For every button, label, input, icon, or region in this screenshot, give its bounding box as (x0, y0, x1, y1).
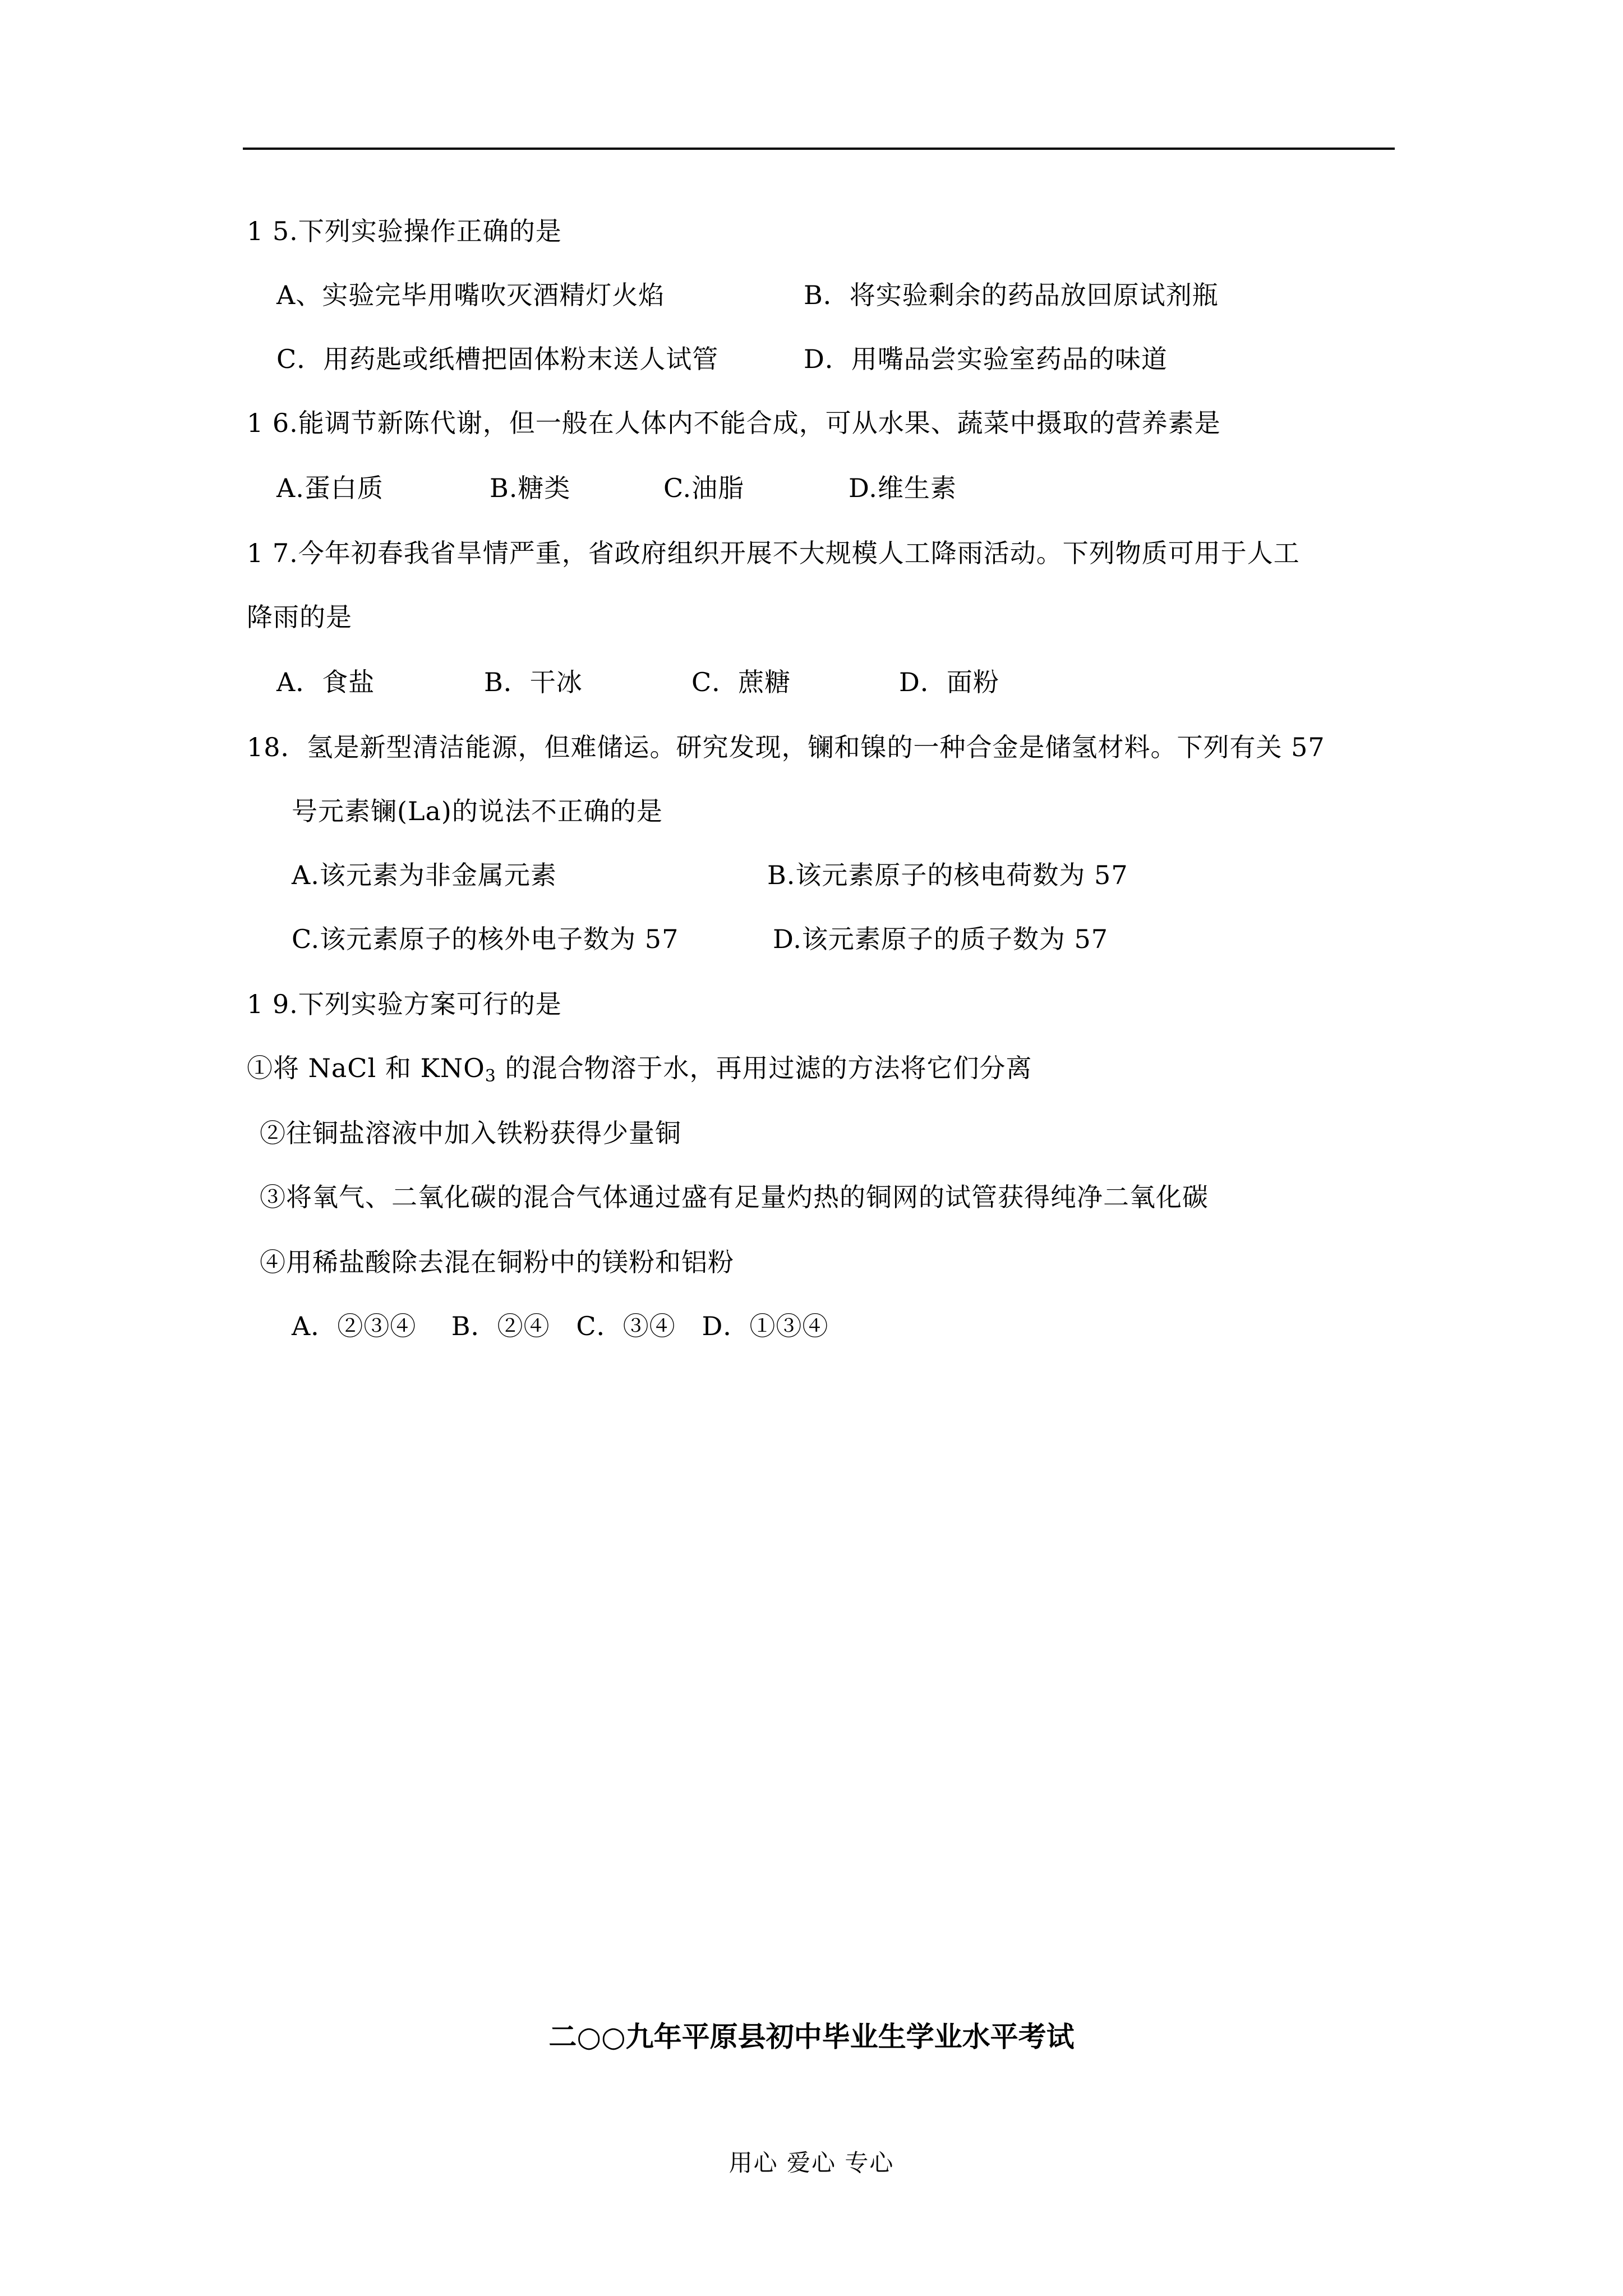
q19-item-1 (247, 1051, 1032, 1085)
header-rule (243, 148, 1395, 150)
q15-option-b: B．将实验剩余的药品放回原试剂瓶 (804, 280, 1219, 310)
q15-stem: 1 5.下列实验操作正确的是 (247, 216, 562, 246)
q18-option-d: D.该元素原子的质子数为 57 (773, 924, 1109, 954)
q16-option-a: A.蛋白质 (276, 473, 384, 503)
q19-options: A．②③④ B．②④ C．③④ D．①③④ (292, 1311, 829, 1341)
q17-option-a: A．食盐 (276, 667, 375, 697)
q16-option-c: C.油脂 (663, 473, 745, 503)
q17-option-c: C．蔗糖 (691, 667, 791, 697)
q16-stem: 1 6.能调节新陈代谢，但一般在人体内不能合成，可从水果、蔬菜中摄取的营养素是 (247, 408, 1221, 438)
q17-option-d: D．面粉 (899, 667, 999, 697)
q19-item-4: ④用稀盐酸除去混在铜粉中的镁粉和铝粉 (260, 1247, 734, 1277)
page-footer: 用心 爱心 专心 (728, 2149, 895, 2177)
q15-option-d: D．用嘴品尝实验室药品的味道 (804, 344, 1168, 374)
q19-item-1-subscript: 3 (485, 1066, 496, 1086)
q19-item-3: ③将氧气、二氧化碳的混合气体通过盛有足量灼热的铜网的试管获得纯净二氧化碳 (260, 1182, 1209, 1212)
q15-option-a: A、实验完毕用嘴吹灭酒精灯火焰 (276, 280, 665, 310)
q19-item-1-after: 的混合物溶于水，再用过滤的方法将它们分离 (496, 1053, 1032, 1083)
q17-stem-line1: 1 7.今年初春我省旱情严重，省政府组织开展不大规模人工降雨活动。下列物质可用于人工 (247, 538, 1300, 568)
q18-stem-line1: 18．氢是新型清洁能源，但难储运。研究发现，镧和镍的一种合金是储氢材料。下列有关 57 (247, 732, 1325, 762)
q19-item-2: ②往铜盐溶液中加入铁粉获得少量铜 (260, 1118, 681, 1148)
q18-option-a: A.该元素为非金属元素 (292, 860, 557, 890)
q16-option-b: B.糖类 (490, 473, 571, 503)
q18-stem-line2: 号元素镧(La)的说法不正确的是 (292, 796, 663, 826)
q19-item-1-before: ①将 NaCl 和 KNO (247, 1053, 485, 1083)
exam-title: 二○○九年平原县初中毕业生学业水平考试 (548, 2020, 1075, 2053)
q19-stem: 1 9.下列实验方案可行的是 (247, 989, 562, 1019)
q17-stem-line2: 降雨的是 (247, 602, 352, 632)
q18-option-c: C.该元素原子的核外电子数为 57 (292, 924, 679, 954)
q18-option-b: B.该元素原子的核电荷数为 57 (767, 860, 1128, 890)
q16-option-d: D.维生素 (849, 473, 957, 503)
q15-option-c: C．用药匙或纸槽把固体粉末送人试管 (276, 344, 719, 374)
q17-option-b: B．干冰 (484, 667, 583, 697)
